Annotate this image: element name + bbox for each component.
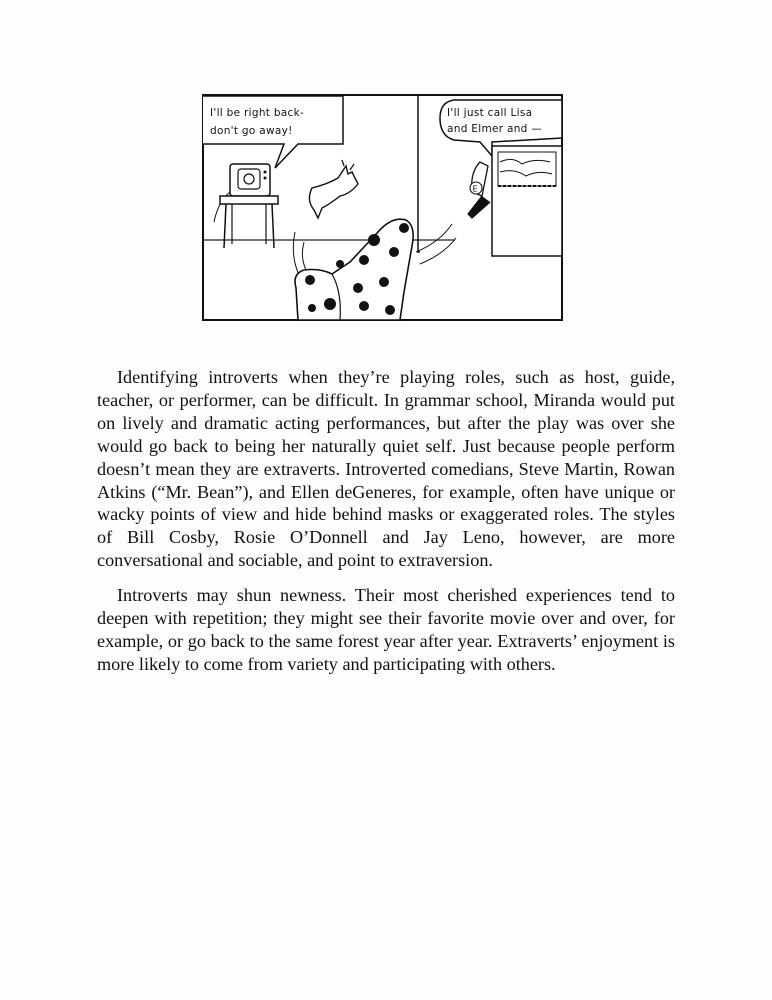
cartoon-illustration: [200, 92, 566, 324]
speech-right-line-2: and Elmer and —: [447, 123, 543, 135]
cartoon-drawing: [200, 92, 566, 324]
speech-right-line-1: I'll just call Lisa: [447, 107, 533, 119]
shirt-letter: E: [472, 184, 478, 194]
paragraph: Introverts may shun newness. Their most cherished experiences tend to deepen with repetition; they might see their favorite movie over and over, for example, or go back to the same forest year after year. Extraverts’ enjoyment is more likely to come from variety and participating with others.: [97, 585, 675, 674]
speech-left-line-2: don't go away!: [210, 125, 293, 137]
hallway-picture: [492, 146, 562, 256]
speech-left-line-1: I'll be right back-: [210, 107, 305, 119]
body-text: [97, 366, 675, 688]
paragraph: Identifying introverts when they’re playing roles, such as host, guide, teacher, or performer, can be difficult. In grammar school, Miranda would put on lively and dramatic acting performances, but after the play was over she would go back to being her naturally quiet self. Just because people perform doesn’t mean they are extraverts. Introverted comedians, Steve Martin, Rowan Atkins (“Mr. Bean”), and Ellen deGeneres, for example, often have unique or wacky points of view and hide behind masks or exaggerated roles. The styles of Bill Cosby, Rosie O’Donnell and Jay Leno, however, are more conversational and sociable, and point to extraversion.: [97, 367, 675, 571]
